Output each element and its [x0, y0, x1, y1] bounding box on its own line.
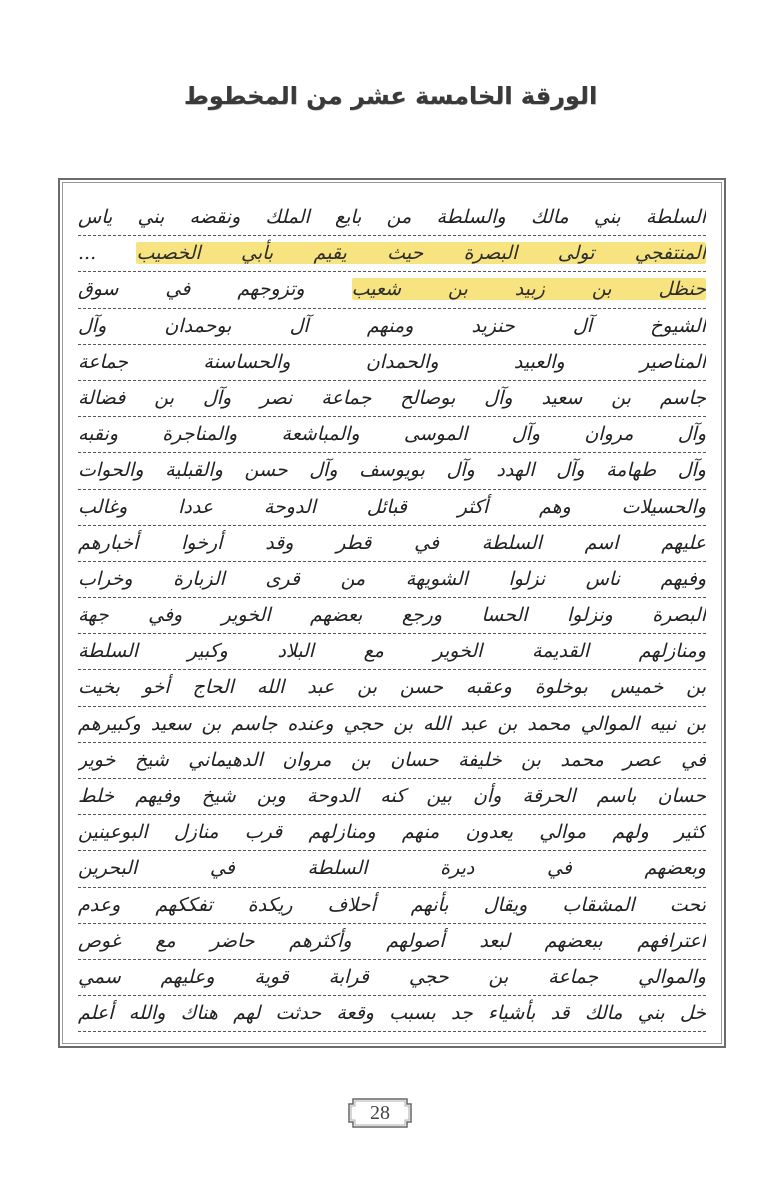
handwritten-text: وفيهم ناس نزلوا الشويهة من قرى الزبارة وخراب	[78, 567, 706, 590]
manuscript-line	[78, 960, 706, 996]
handwritten-text: في عصر محمد بن خليفة حسان بن مروان الدهيماني شيخ خوير	[78, 748, 706, 771]
manuscript-line	[78, 598, 706, 634]
handwritten-text: الشيوخ آل حنزيد ومنهم آل بوحمدان وآل	[78, 314, 706, 337]
manuscript-lines	[78, 200, 706, 1032]
handwritten-text: ...	[78, 242, 137, 265]
handwritten-text: وآل مروان وآل الموسى والمباشعة والمناجرة ونقبه	[78, 423, 706, 446]
handwritten-text: كثير ولهم موالي يعدون منهم ومنازلهم قرب منازل البوعينين	[78, 821, 706, 844]
handwritten-text: بن خميس بوخلوة وعقبه حسن بن عبد الله الحاج أخو بخيت	[78, 676, 706, 699]
handwritten-text: وبعضهم في ديرة السلطة في البحرين	[78, 857, 706, 880]
manuscript-line	[78, 490, 706, 526]
manuscript-line	[78, 562, 706, 598]
manuscript-line	[78, 670, 706, 706]
handwritten-text: والحسيلات وهم أكثر قبائل الدوحة عددا وغالب	[78, 495, 706, 518]
manuscript-line	[78, 345, 706, 381]
handwritten-text: السلطة بني مالك والسلطة من بايع الملك ونقضه بني ياس	[78, 206, 706, 228]
handwritten-text: عليهم اسم السلطة في قطر وقد أرخوا أخبارهم	[78, 531, 706, 554]
handwritten-text: المناصير والعبيد والحمدان والحساسنة جماعة	[78, 350, 706, 373]
handwritten-text: البصرة ونزلوا الحسا ورجع بعضهم الخوير وفي جهة	[78, 604, 706, 627]
highlighted-text: حنظل بن زبيد بن شعيب	[351, 278, 706, 301]
handwritten-text: جاسم بن سعيد وآل بوصالح جماعة نصر وآل بن فضالة	[78, 386, 706, 409]
manuscript-line	[78, 236, 706, 272]
manuscript-line	[78, 743, 706, 779]
handwritten-text: حسان باسم الحرقة وأن بين كنه الدوحة وبن شيخ وفيهم خلط	[78, 785, 706, 807]
manuscript-line	[78, 417, 706, 453]
manuscript-line	[78, 381, 706, 417]
handwritten-text: اعترافهم ببعضهم لبعد أصولهم وأكثرهم حاضر مع غوص	[78, 929, 706, 952]
manuscript-line	[78, 634, 706, 670]
manuscript-line	[78, 851, 706, 887]
handwritten-text: خل بني مالك قد بأشياء جد بسبب وقعة حدثت لهم هناك والله أعلم	[78, 1002, 706, 1025]
handwritten-text: ومنازلهم القديمة الخوير مع البلاد وكبير السلطة	[78, 640, 706, 663]
page-number-badge	[347, 1097, 413, 1129]
manuscript-line	[78, 779, 706, 815]
page-title: الورقة الخامسة عشر من المخطوط	[183, 82, 598, 110]
handwritten-text: تحت المشقاب ويقال بأنهم أحلاف ريكدة تفككهم وعدم	[78, 893, 706, 916]
manuscript-line	[78, 924, 706, 960]
manuscript-line	[78, 888, 706, 924]
handwritten-text: وتزوجهم في سوق	[78, 278, 352, 301]
handwritten-text: وآل طهامة وآل الهدد وآل بويوسف وآل حسن والقبلية والحوات	[78, 459, 706, 482]
manuscript-frame	[58, 178, 726, 1048]
handwritten-text: بن نبيه الموالي محمد بن عبد الله بن حجي وعنده جاسم بن سعيد وكبيرهم	[78, 712, 706, 735]
manuscript-line	[78, 200, 706, 236]
manuscript-line	[78, 453, 706, 489]
manuscript-line	[78, 309, 706, 345]
manuscript-line	[78, 526, 706, 562]
manuscript-line	[78, 272, 706, 308]
handwritten-text: والموالي جماعة بن حجي قرابة قوية وعليهم سمي	[78, 965, 706, 988]
manuscript-line	[78, 815, 706, 851]
highlighted-text: المنتفجي تولى البصرة حيث يقيم بأبي الخصيب	[136, 242, 706, 265]
manuscript-line	[78, 707, 706, 743]
page-number: 28	[370, 1102, 390, 1124]
manuscript-line	[78, 996, 706, 1032]
